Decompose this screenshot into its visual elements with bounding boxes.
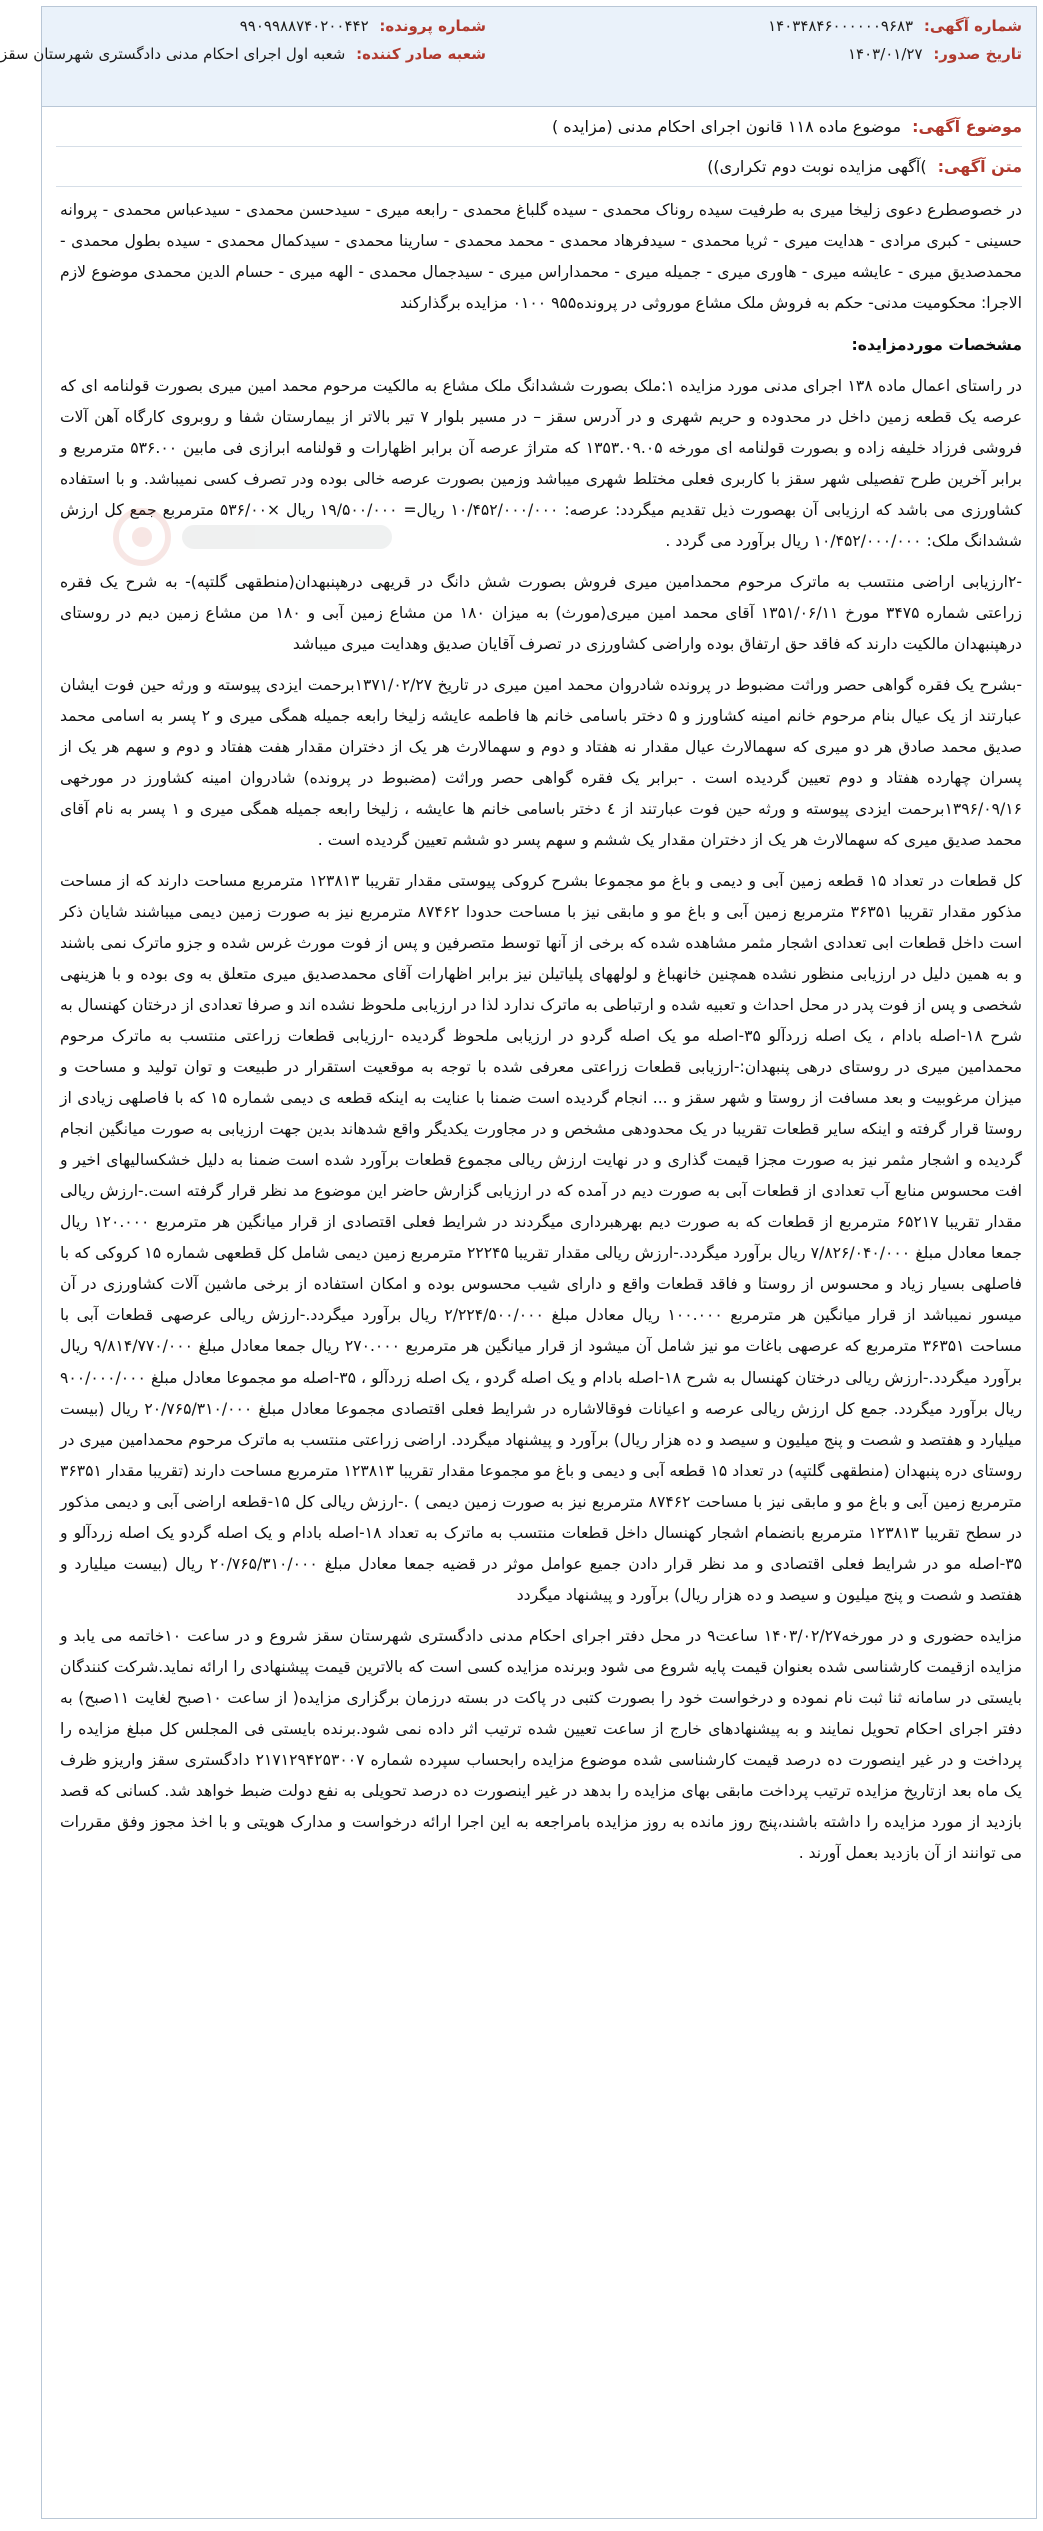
valuation-paragraph: کل قطعات در تعداد ۱۵ قطعه زمین آبی و دیمی و باغ مو مجموعا بشرح کروکی پیوستی مقدار تقریبا ۱۲۳۸۱۳ مترمربع مساحت دارند که از مساحت مذکور مقدار تقریبا ۳۶۳۵۱ مترمربع زمین آبی و باغ مو و مابقی نیز با مساحت حدودا ۸۷۴۶۲ مترمربع نیز به صورت زمین دیمی میباشند شایان ذکر است داخل قطعات ابی تعدادی اشجار مثمر مشاهده شده که برخی از آنها توسط متصرفین و پس از فوت مورث غرس شده و جزو ماترک نمی باشند و به همین دلیل در ارزیابی منظور نشده همچنین خانهباغ و لولههای پلیاتیلن نیز برابر اظهارات آقای محمدصدیق میری متعلق به وی بوده و با هزینهی شخصی و پس از فوت پدر در محل احداث و تعبیه شده و ارتباطی به ماترک ندارد لذا در ارزیابی ملحوظ نشده اند و صرفا تعدادی از درختان کهنسال به شرح ۱۸-اصله بادام ، یک اصله زردآلو ۳۵-اصله مو یک اصله گردو در ارزیابی ملحوظ گردیده -ارزیابی قطعات زراعتی منتسب به ماترک مرحوم محمدامین میری در روستای درهی پنبهدان:-ارزیابی قطعات زراعتی معرفی شده با توجه به موقعیت استقرار در طبیعت و توان تولید و مساحت و میزان مرغوبیت و بعد مسافت از روستا و شهر سقز و ... انجام گردیده است ضمنا با عنایت به اینکه قطعه ی دیمی شماره ۱۵ که با فاصلهی زیادی از روستا قرار گرفته و اینکه سایر قطعات تقریبا در یک محدودهی مشخص و در مجاورت یکدیگر واقع شدهاند بدین جهت ارزیابی به صورت میانگین انجام گردیده و اشجار مثمر نیز به صورت مجزا قیمت گذاری و در نهایت ارزش ریالی مجموع قطعات برآورد شده است ضمنا به دلیل خشکسالیهای اخیر و افت محسوس منابع آب تعدادی از قطعات آبی به صورت دیم در آمده که در ارزیابی گزارش حاضر این موضوع مد نظر قرار گرفته است.-ارزش ریالی مقدار تقریبا ۶۵۲۱۷ مترمربع از قطعات که به صورت دیم بهرهبرداری میگردند در شرایط فعلی اقتصادی از قرار میانگین هر مترمربع ۱۲۰.۰۰۰ ریال جمعا معادل مبلغ ۷/۸۲۶/۰۴۰/۰۰۰ ریال برآورد میگردد.-ارزش ریالی مقدار تقریبا ۲۲۲۴۵ مترمربع زمین دیمی شامل کل قطعهی شماره ۱۵ کروکی که با فاصلهی بسیار زیاد و محسوس از روستا و فاقد قطعات واقع و دارای شیب محسوس بوده و امکان استفاده از برخی ماشین آلات کشاورزی در آن میسور نمیباشد از قرار میانگین هر مترمربع ۱۰۰.۰۰۰ ریال معادل مبلغ ۲/۲۲۴/۵۰۰/۰۰۰ ریال برآورد میگردد.-ارزش ریالی عرصهی قطعات آبی با مساحت ۳۶۳۵۱ مترمربع که عرصهی باغات مو نیز شامل آن میشود از قرار میانگین هر مترمربع ۲۷۰.۰۰۰ ریال جمعا معادل مبلغ ۹/۸۱۴/۷۷۰/۰۰۰ ریال برآورد میگردد.-ارزش ریالی درختان کهنسال به شرح ۱۸-اصله بادام و یک اصله گردو ، یک اصله زردآلو ، ۳۵-اصله مو مجموعا معادل مبلغ ۹۰۰/۰۰۰/۰۰۰ ریال برآورد میگردد. جمع کل ارزش ریالی عرصه و اعیانات فوقالاشاره در شرایط فعلی اقتصادی مجموعا معادل مبلغ ۲۰/۷۶۵/۳۱۰/۰۰۰ ریال (بیست میلیارد و هفتصد و شصت و پنج میلیون و سیصد و ده هزار ریال) برآورد و پیشنهاد میگردد. اراضی زراعتی منتسب به ماترک مرحوم محمدامین میری در روستای دره پنبهدان (منطقهی گلتپه) در تعداد ۱۵ قطعه آبی و دیمی و باغ مو مجموعا مقدار تقریبا ۱۲۳۸۱۳ مترمربع مساحت دارند (تقریبا مقدار ۳۶۳۵۱ مترمربع زمین آبی و باغ مو و مابقی نیز با مساحت ۸۷۴۶۲ مترمربع نیز به صورت زمین دیمی ) .-ارزش ریالی کل ۱۵-قطعه اراضی آبی و دیمی مذکور در سطح تقریبا ۱۲۳۸۱۳ مترمربع بانضمام اشجار کهنسال داخل قطعات منتسب به ماترک به تعداد ۱۸-اصله بادام و یک اصله گردو یک اصله زردآلو و ۳۵-اصله مو در شرایط فعلی اقتصادی و مد نظر قرار دادن جمیع عوامل موثر در قضیه جمعا معادل مبلغ ۲۰/۷۶۵/۳۱۰/۰۰۰ ریال (بیست میلیارد و هفتصد و شصت و پنج میلیون و سیصد و ده هزار ریال) برآورد و پیشنهاد میگردد [60,872,1023,1604]
case-number-row [240,17,486,35]
ad-meta [42,107,1036,187]
ad-body [42,187,1036,1887]
text-title-label: متن آگهی: [937,157,1022,177]
inheritance-paragraph: -بشرح یک فقره گواهی حصر وراثت مضبوط در پرونده شادروان محمد امین میری در تاریخ ۱۳۷۱/۰۲/۲۷برحمت ایزدی پیوسته و ورثه حین فوت ایشان عبارتند از یک عیال بنام مرحوم خانم امینه کشاورز و ۵ دختر باسامی خانم ها فاطمه عایشه زلیخا رابعه جمیله همگی میری و ۲ پسر به اسامی محمد صدیق محمد صادق هر دو میری که سهمالارث عیال مقدار نه هفتاد و دوم و سهمالارث هر یک از دختران مقدار هفت هفتاد و دوم و سهم هر یک از پسران چهارده هفتاد و دوم تعیین گردیده است . -برابر یک فقره گواهی حصر وراثت (مضبوط در پرونده) شادروان امینه کشاورز در مورخهی ۱۳۹۶/۰۹/۱۶برحمت ایزدی پیوسته و ورثه حین فوت عبارتند از ٤ دختر باسامی خانم ها عایشه ، زلیخا رابعه جمیله همگی میری و ۱ پسر به نام آقای محمد صدیق میری که سهمالارث هر یک از دختران مقدار یک ششم و سهم پسر دو ششم تعیین گردیده است . [60,675,1023,849]
case-number-value: ۹۹۰۹۹۸۸۷۴۰۲۰۰۴۴۲ [239,17,369,35]
ad-number-label: شماره آگهی: [923,17,1022,35]
auction-item-heading: مشخصات موردمزایده: [851,335,1022,354]
ad-number-value: ۱۴۰۳۴۸۴۶۰۰۰۰۰۰۹۶۸۳ [768,17,914,35]
property-two-paragraph: -۲ارزیابی اراضی منتسب به ماترک مرحوم محمدامین میری فروش بصورت شش دانگ در قریهی درهپنبهدان(منطقهی گلتپه)- به شرح یک فقره زراعتی شماره ۳۴۷۵ مورخ ۱۳۵۱/۰۶/۱۱ آقای محمد امین میری(مورث) به میزان ۱۸۰ من مشاع زمین آبی و ۱۸۰ من مشاع زمین دیم در روستای درهپنبهدان مالکیت دارند که فاقد حق ارتفاق بوده واراضی کشاورزی در تصرف آقایان صدیق وهدایت میری میباشد [60,572,1022,653]
auction-terms-paragraph: مزایده حضوری و در مورخه۱۴۰۳/۰۲/۲۷ ساعت۹ در محل دفتر اجرای احکام مدنی دادگستری شهرستان سقز شروع و در ساعت ۱۰خاتمه می یابد و مزایده ازقیمت کارشناسی شده بعنوان قیمت پایه شروع می شود وبرنده مزایده کسی است که بالاترین قیمت پیشنهادی را ارائه نماید.شرکت کنندگان بایستی در سامانه ثنا ثبت نام نموده و درخواست خود را بصورت کتبی در پاکت در بسته درزمان برگزاری مزایده( از ساعت ۱۰صبح لغایت ۱۱صبح) به دفتر اجرای احکام تحویل نمایند و به پیشنهادهای خارج از ساعت تعیین شده ترتیب اثر داده نمی شود.برنده بایستی فی المجلس کل مبلغ مزایده را پرداخت و در غیر اینصورت ده درصد قیمت کارشناسی شده موضوع مزایده رابحساب سپرده شماره ۲۱۷۱۲۹۴۲۵۳۰۰۷ دادگستری سقز واریزو ظرف یک ماه بعد ازتاریخ مزایده ترتیب پرداخت مابقی بهای مزایده را بدهد در غیر اینصورت ده درصد تحویلی به نفع دولت ضبط خواهد شد. کسانی که قصد بازدید از مورد مزایده را داشته باشند،پنج روز مانده به روز مزایده بامراجعه به این اجرا ارائه درخواست و مدارک هویتی و با اخذ مجوز وفق مقررات می توانند از آن بازدید بعمل آورند . [60,1626,1022,1862]
issuing-branch-value: شعبه اول اجرای احکام مدنی دادگستری شهرستان سقز [0,45,346,63]
case-number-label: شماره پرونده: [379,17,486,35]
issue-date-row [848,45,1022,63]
subject-row [56,107,1022,147]
ad-number-row [768,17,1022,35]
text-title-value: )آگهی مزایده نوبت دوم تکراری)) [707,157,927,177]
text-title-row [56,147,1022,187]
parties-paragraph: در خصوصطرع دعوی زلیخا میری به طرفیت سیده روناک محمدی - سیده گلباغ محمدی - رابعه میری - سیدحسن محمدی - سیدعباس محمدی - پروانه حسینی - کبری مرادی - هدایت میری - ثریا محمدی - سیدفرهاد محمدی - محمد محمدی - سارینا محمدی - سیدکمال محمدی - سیده بطول محمدی - محمدصدیق میری - عایشه میری - هاوری میری - جمیله میری - محمداراس میری - سیدجمال محمدی - الهه میری - حسام الدین محمدی موضوع لازم الاجرا: محکومیت مدنی- حکم به فروش ملک مشاع موروثی در پرونده۹۵۵ ۰۱۰۰ مزایده برگذارکند [60,201,1022,313]
issuing-branch-row [0,45,486,63]
subject-label: موضوع آگهی: [912,117,1022,136]
ad-header [0,7,1036,107]
subject-value: موضوع ماده ۱۱۸ قانون اجرای احکام مدنی (مزایده ) [551,117,902,136]
issue-date-value: ۱۴۰۳/۰۱/۲۷ [847,45,923,63]
property-one-paragraph: در راستای اعمال ماده ۱۳۸ اجرای مدنی مورد مزایده ۱:ملک بصورت ششدانگ ملک مشاع به مالکیت مرحوم محمد امین میری بصورت قولنامه ای که عرصه یک قطعه زمین داخل در محدوده و حریم شهری و در آدرس سقز – در مسیر بلوار ۷ تیر بالاتر از بیمارستان شفا و روبروی کارگاه آهن آلات فروشی فرزاد خلیفه زاده و بصورت قولنامه ای مورخه ۱۳۵۳.۰۹.۰۵ که متراژ عرصه آن برابر اظهارات و قولنامه ابرازی فی مابین ۵۳۶.۰۰ مترمربع و برابر آخرین طرح تفصیلی شهر سقز با کاربری فعلی مختلط شهری میباشد وزمین بصورت عرصه خالی بوده ودر تصرف کسی نمیباشد. و با استفاده کشاورزی می باشد که ارزیابی آن بهصورت ذیل تقدیم میگردد: عرصه: ۱۰/۴۵۲/۰۰۰/۰۰۰ ریال= ۱۹/۵۰۰/۰۰۰ ریال ×۵۳۶/۰۰ مترمربع جمع کل ارزش ششدانگ ملک: ۱۰/۴۵۲/۰۰۰/۰۰۰ ریال برآورد می گردد . [60,376,1023,550]
issue-date-label: تاریخ صدور: [933,45,1022,63]
issuing-branch-label: شعبه صادر کننده: [356,45,486,63]
ad-document [0,6,1037,2519]
